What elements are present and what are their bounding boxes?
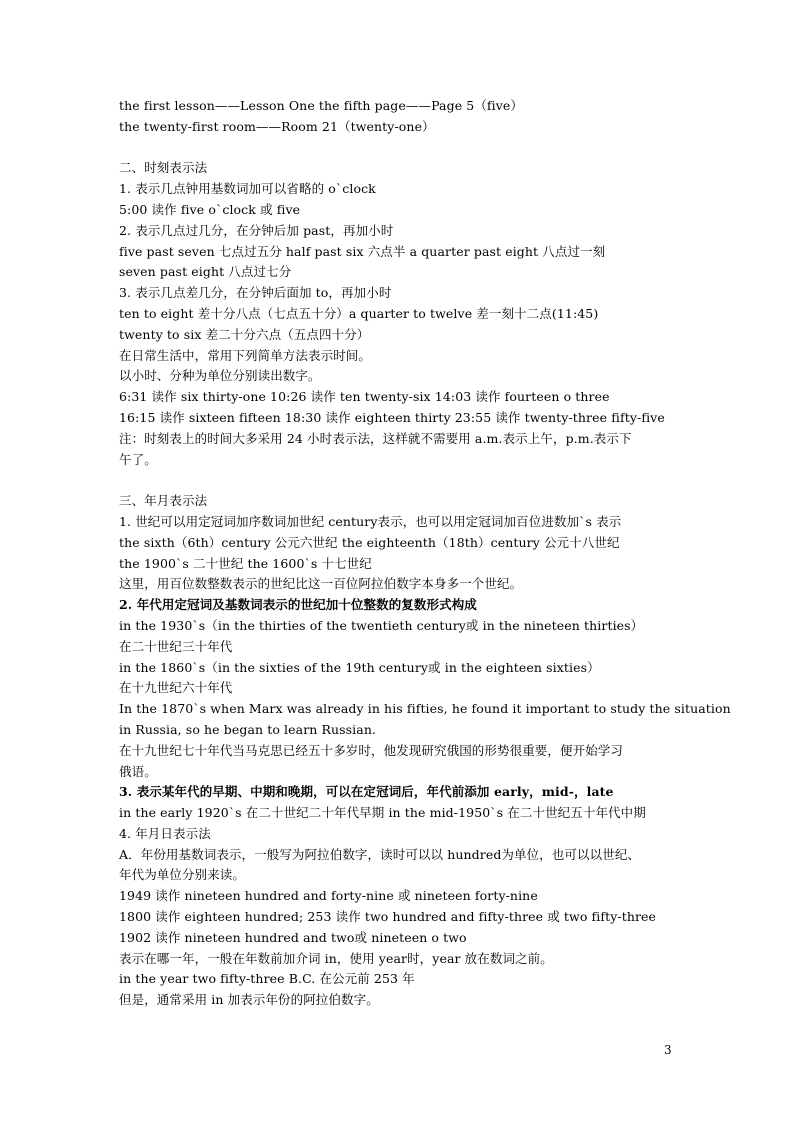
- page-number: 3: [664, 1043, 672, 1057]
- text-line: 这里，用百位数整数表示的世纪比这一百位阿拉伯数字本身多一个世纪。: [119, 576, 523, 592]
- text-line: in Russia, so he began to learn Russian.: [119, 721, 377, 737]
- text-line: 5:00 读作 five o`clock 或 five: [119, 201, 301, 217]
- text-line: 但是，通常采用 in 加表示年份的阿拉伯数字。: [119, 992, 379, 1008]
- text-line: 1. 表示几点钟用基数词加可以省略的 o`clock: [119, 181, 376, 197]
- text-line: the first lesson——Lesson One the fifth page——Page 5（five）: [119, 98, 524, 113]
- text-line: 在二十世纪三十年代: [119, 638, 233, 654]
- bold-text-line: 2. 年代用定冠词及基数词表示的世纪加十位整数的复数形式构成: [119, 597, 477, 613]
- bold-text-line: 3. 表示某年代的早期、中期和晚期，可以在定冠词后，年代前添加 early，mid-，late: [119, 784, 614, 800]
- text-line: seven past eight 八点过七分: [119, 264, 292, 280]
- blank-line: [119, 138, 719, 159]
- page-body: [119, 96, 731, 1011]
- text-line: twenty to six 差二十分六点（五点四十分）: [119, 326, 370, 342]
- text-line: in the 1930`s（in the thirties of the twentieth century或 in the nineteen thirties）: [119, 617, 644, 633]
- text-line: in the early 1920`s 在二十世纪二十年代早期 in the mid-1950`s 在二十世纪五十年代中期: [119, 805, 646, 821]
- text-line: 4. 年月日表示法: [119, 825, 211, 841]
- text-line: 三、年月表示法: [119, 493, 208, 509]
- text-line: 在十九世纪七十年代当马克思已经五十多岁时，他发现研究俄国的形势很重要，便开始学习: [119, 742, 624, 758]
- text-line: the 1900`s 二十世纪 the 1600`s 十七世纪: [119, 555, 372, 571]
- text-line: 2. 表示几点过几分，在分钟后加 past，再加小时: [119, 222, 394, 238]
- blank-line: [119, 470, 719, 491]
- text-line: 6:31 读作 six thirty-one 10:26 读作 ten twenty-six 14:03 读作 fourteen o three: [119, 389, 610, 405]
- text-line: the twenty-first room——Room 21（twenty-one）: [119, 118, 435, 134]
- text-line: 3. 表示几点差几分，在分钟后面加 to，再加小时: [119, 285, 392, 301]
- text-line: 年代为单位分别来读。: [119, 867, 246, 883]
- text-line: 1902 读作 nineteen hundred and two或 nineteen o two: [119, 929, 467, 945]
- text-line: 1800 读作 eighteen hundred; 253 读作 two hundred and fifty-three 或 two fifty-three: [119, 909, 657, 925]
- text-line: 在十九世纪六十年代: [119, 680, 233, 696]
- text-line: five past seven 七点过五分 half past six 六点半 a quarter past eight 八点过一刻: [119, 243, 606, 259]
- text-line: ten to eight 差十分八点（七点五十分）a quarter to twelve 差一刻十二点(11:45): [119, 305, 599, 321]
- text-line: In the 1870`s when Marx was already in his fifties, he found it important to study the situation: [119, 701, 731, 717]
- text-line: 二、时刻表示法: [119, 160, 208, 176]
- text-line: 以小时、分种为单位分别读出数字。: [119, 368, 321, 384]
- text-line: 在日常生活中，常用下列简单方法表示时间。: [119, 347, 372, 363]
- text-line: 午了。: [119, 451, 157, 467]
- text-line: the sixth（6th）century 公元六世纪 the eighteenth（18th）century 公元十八世纪: [119, 534, 620, 550]
- text-line: in the 1860`s（in the sixties of the 19th century或 in the eighteen sixties）: [119, 659, 600, 675]
- text-line: 16:15 读作 sixteen fifteen 18:30 读作 eighteen thirty 23:55 读作 twenty-three fifty-five: [119, 409, 665, 425]
- text-line: A．年份用基数词表示，一般写为阿拉伯数字，读时可以以 hundred为单位，也可以以世纪、: [119, 846, 641, 862]
- text-line: 俄语。: [119, 763, 157, 779]
- text-line: 1. 世纪可以用定冠词加序数词加世纪 century表示，也可以用定冠词加百位进数加`s 表示: [119, 513, 622, 529]
- text-line: in the year two fifty-three B.C. 在公元前 253 年: [119, 971, 415, 987]
- text-line: 1949 读作 nineteen hundred and forty-nine 或 nineteen forty-nine: [119, 888, 538, 904]
- text-line: 表示在哪一年，一般在年数前加介词 in，使用 year时，year 放在数词之前。: [119, 950, 553, 966]
- text-line: 注：时刻表上的时间大多采用 24 小时表示法，这样就不需要用 a.m.表示上午，p.m.表示下: [119, 430, 632, 446]
